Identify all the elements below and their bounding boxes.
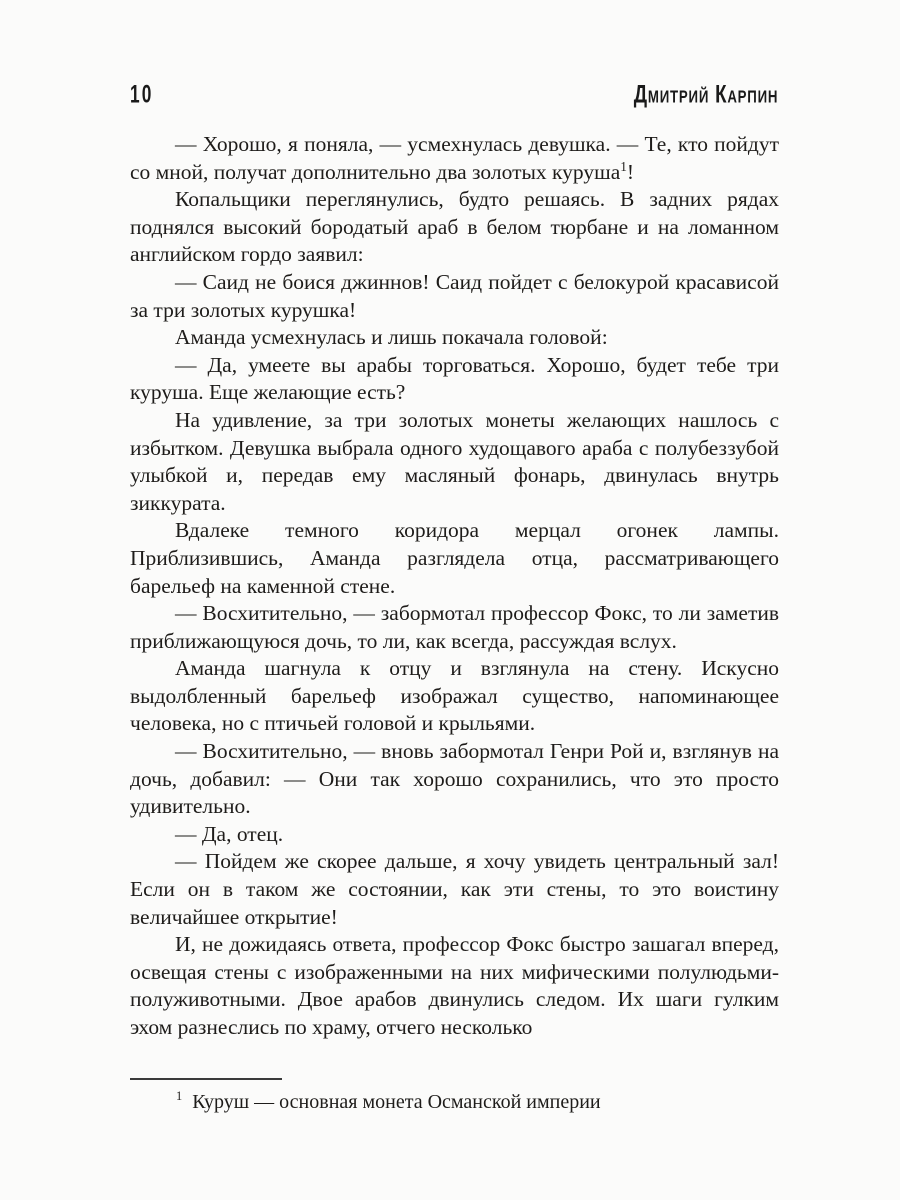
paragraph: Аманда усмехнулась и лишь покачала головой: — [175, 325, 608, 350]
paragraph: На удивление, за три золотых монеты желающих нашлось с избытком. Девушка выбрала одного худощавого араба с полубеззубой улыбкой и, передав ему масляный фонарь, двинулась внутрь зиккурата. — [130, 407, 779, 515]
paragraph — [130, 131, 779, 186]
paragraph: — Саид не боися джиннов! Саид пойдет с белокурой красависой за три золотых курушка! — [130, 269, 779, 322]
paragraph: Копальщики переглянулись, будто решаясь. В задних рядах поднялся высокий бородатый араб в белом тюрбане и на ломанном английском гордо заявил: — [130, 187, 779, 267]
paragraph-text: ! — [626, 159, 635, 184]
paragraph: — Да, отец. — [175, 821, 284, 846]
footnote-definition: Куруш — основная монета Османской империи — [192, 1091, 601, 1113]
body-text — [130, 131, 779, 1042]
paragraph: — Пойдем же скорее дальше, я хочу увидеть центральный зал! Если он в таком же состоянии, как эти стены, то это воистину величайшее открытие! — [130, 849, 779, 929]
running-head — [130, 82, 778, 110]
footnote — [130, 1078, 779, 1115]
paragraph: И, не дожидаясь ответа, профессор Фокс быстро зашагал вперед, освещая стены с изображенными на них мифическими полулюдьми-полуживотными. Двое арабов двинулись следом. Их шаги гулким эхом разнеслись по храму, отчего несколько — [130, 932, 779, 1039]
paragraph: — Восхитительно, — забормотал профессор Фокс, то ли заметив приближающуюся дочь, то ли, как всегда, рассуждая вслух. — [130, 601, 779, 653]
footnote-rule — [130, 1078, 282, 1080]
paragraph: — Восхитительно, — вновь забормотал Генри Рой и, взглянув на дочь, добавил: — Они так хорошо сохранились, что это просто удивительно. — [130, 739, 779, 819]
footnote-marker: 1 — [176, 1089, 183, 1104]
page-number: 10 — [130, 80, 154, 109]
footnote-text — [130, 1089, 779, 1115]
author-name: Дмитрий Карпин — [633, 80, 778, 109]
paragraph: — Да, умеете вы арабы торговаться. Хорошо, будет тебе три куруша. Еще желающие есть? — [130, 352, 779, 405]
paragraph: Аманда шагнула к отцу и взглянула на стену. Искусно выдолбленный барельеф изображал существо, напоминающее человека, но с птичьей головой и крыльями. — [130, 656, 779, 736]
paragraph: Вдалеке темного коридора мерцал огонек лампы. Приблизившись, Аманда разглядела отца, рассматривающего барельеф на каменной стене. — [130, 518, 779, 598]
footnote-reference: 1 — [620, 158, 627, 174]
paragraph-text: — Хорошо, я поняла, — усмехнулась девушка. — Те, кто пойдут со мной, получат дополнительно два золотых куруша — [130, 132, 779, 184]
